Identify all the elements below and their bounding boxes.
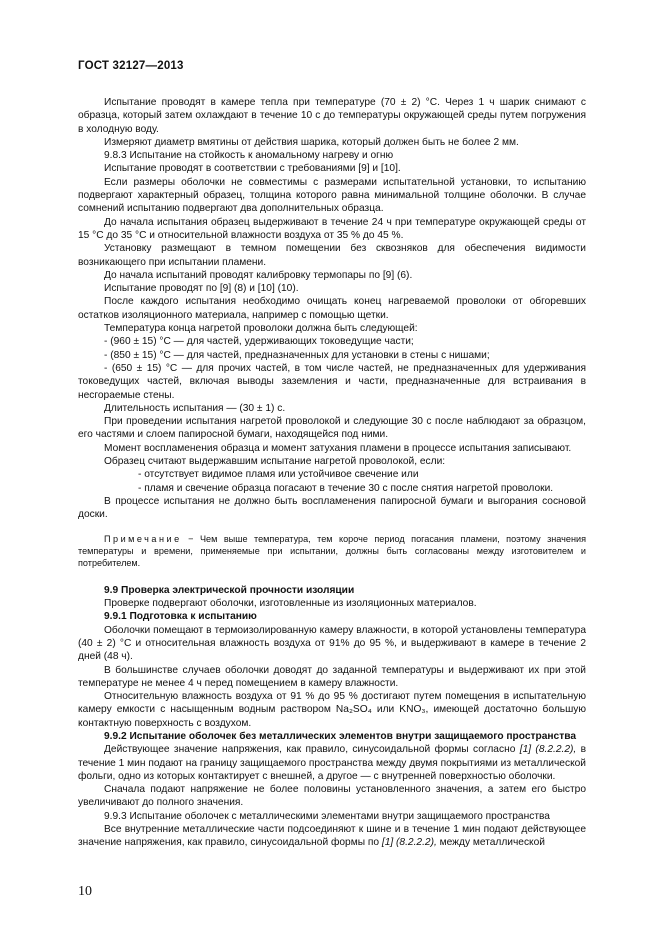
paragraph: Оболочки помещают в термоизолированную камеру влажности, в которой установлены температура (40 ± 2) °С и относительная влажность воздуха от 91% до 95 %, и выдерживают в камере в течение 2 дней (48 ч). — [78, 624, 586, 663]
section-9-9-2-heading: 9.9.2 Испытание оболочек без металлических элементов внутри защищаемого пространства — [104, 730, 576, 742]
section-9-9-3-heading: 9.9.3 Испытание оболочек с металлическими элементами внутри защищаемого пространства — [104, 810, 550, 822]
paragraph: Относительную влажность воздуха от 91 % до 95 % достигают путем помещения в испытательную камеру емкости с насыщенным водным раствором Na₂SO₄ или KNO₃, имеющей достаточно большую контактную поверхность с воздухом. — [78, 691, 586, 729]
paragraph: Измеряют диаметр вмятины от действия шарика, который должен быть не более 2 мм. — [104, 136, 519, 148]
paragraph: Проверке подвергают оболочки, изготовленные из изоляционных материалов. — [104, 598, 477, 610]
paragraph: Установку размещают в темном помещении без сквозняков для обеспечения видимости возникающего при испытании пламени. — [78, 243, 586, 268]
paragraph — [78, 823, 586, 850]
note-label: Примечание — [104, 533, 182, 544]
page-number: 10 — [78, 884, 92, 899]
body-text — [78, 96, 586, 850]
paragraph: Сначала подают напряжение не более половины установленного значения, а затем его быстро увеличивают до полного значения. — [78, 784, 586, 809]
paragraph: До начала испытания образец выдерживают в течение 24 ч при температуре окружающей среды от 15 °С до 35 °С и относительной влажности воздуха от 35 % до 45 %. — [78, 216, 586, 241]
paragraph: Длительность испытания — (30 ± 1) с. — [104, 402, 286, 414]
paragraph: Образец считают выдержавшим испытание нагретой проволокой, если: — [104, 456, 446, 468]
paragraph: Температура конца нагретой проволоки должна быть следующей: — [104, 323, 418, 335]
note-text: − Чем выше температура, тем короче период погасания пламени, поэтому значения температуры и времени, применяемые при испытании, должны быть согласованы между изготовителем и потребителем. — [78, 533, 586, 569]
paragraph: В большинстве случаев оболочки доводят до заданной температуры и выдерживают их при этой температуре не менее 4 ч перед помещением в камеру влажности. — [78, 664, 586, 689]
paragraph: Испытание проводят по [9] (8) и [10] (10). — [104, 283, 299, 295]
paragraph: До начала испытаний проводят калибровку термопары по [9] (6). — [104, 269, 413, 281]
paragraph: После каждого испытания необходимо очищать конец нагреваемой проволоки от обгоревших остатков изоляционного материала, например с помощью щетки. — [78, 296, 586, 321]
paragraph: Если размеры оболочки не совместимы с размерами испытательной установки, то испытанию подвергают характерный образец, толщина которого равна минимальной толщине оболочки. В случае сомнений испытанию подвергают два дополнительных образца. — [78, 176, 586, 215]
paragraph — [78, 743, 586, 783]
list-item: - отсутствует видимое пламя или устойчивое свечение или — [138, 469, 419, 481]
list-item: - пламя и свечение образца погасают в течение 30 с после снятия нагретой проволоки. — [138, 482, 554, 494]
section-9-9-heading: 9.9 Проверка электрической прочности изоляции — [104, 584, 355, 596]
section-9-9-1-heading: 9.9.1 Подготовка к испытанию — [104, 611, 257, 623]
section-9-8-3-heading: 9.8.3 Испытание на стойкость к аномальному нагреву и огню — [104, 150, 394, 162]
text: Действующее значение напряжения, как правило, синусоидальной формы согласно — [104, 744, 520, 756]
list-item: - (650 ± 15) °С — для прочих частей, в том числе частей, не предназначенных для удерживания токоведущих частей, включая выводы заземления и части, предназначенные для встраивания в несгораемые стены. — [78, 362, 586, 401]
text: в течение 1 мин подают на границу защищаемого пространства между двумя покрытиями из металлической фольги, одно из которых контактирует с внешней, а другое — с внутренней поверхностью оболочки. — [78, 744, 586, 782]
text: между металлической — [436, 837, 545, 849]
paragraph: Испытание проводят в камере тепла при температуре (70 ± 2) °С. Через 1 ч шарик снимают с образца, который затем охлаждают в течение 10 с до температуры окружающей среды путем погружения в холодную воду. — [78, 97, 586, 135]
list-item: - (850 ± 15) °С — для частей, предназначенных для установки в стены с нишами; — [104, 349, 490, 361]
paragraph: Момент воспламенения образца и момент затухания пламени в процессе испытания записывают. — [104, 442, 572, 454]
note — [78, 533, 586, 570]
paragraph: В процессе испытания не должно быть воспламенения папиросной бумаги и выгорания сосновой доски. — [78, 495, 586, 521]
paragraph: Испытание проводят в соответствии с требованиями [9] и [10]. — [104, 163, 401, 175]
paragraph: При проведении испытания нагретой проволокой и следующие 30 с после наблюдают за образцом, его частями и слоем папиросной бумаги, находящейся под ними. — [78, 416, 586, 441]
list-item: - (960 ± 15) °С — для частей, удерживающих токоведущие части; — [104, 336, 414, 348]
reference: [1] (8.2.2.2), — [381, 837, 437, 849]
text: Все внутренние металлические части подсоединяют к шине и в течение 1 мин подают действующее значение напряжения, как правило, синусоидальной формы по — [78, 824, 586, 849]
document-code: ГОСТ 32127—2013 — [78, 60, 184, 72]
reference: [1] (8.2.2.2), — [519, 744, 577, 756]
